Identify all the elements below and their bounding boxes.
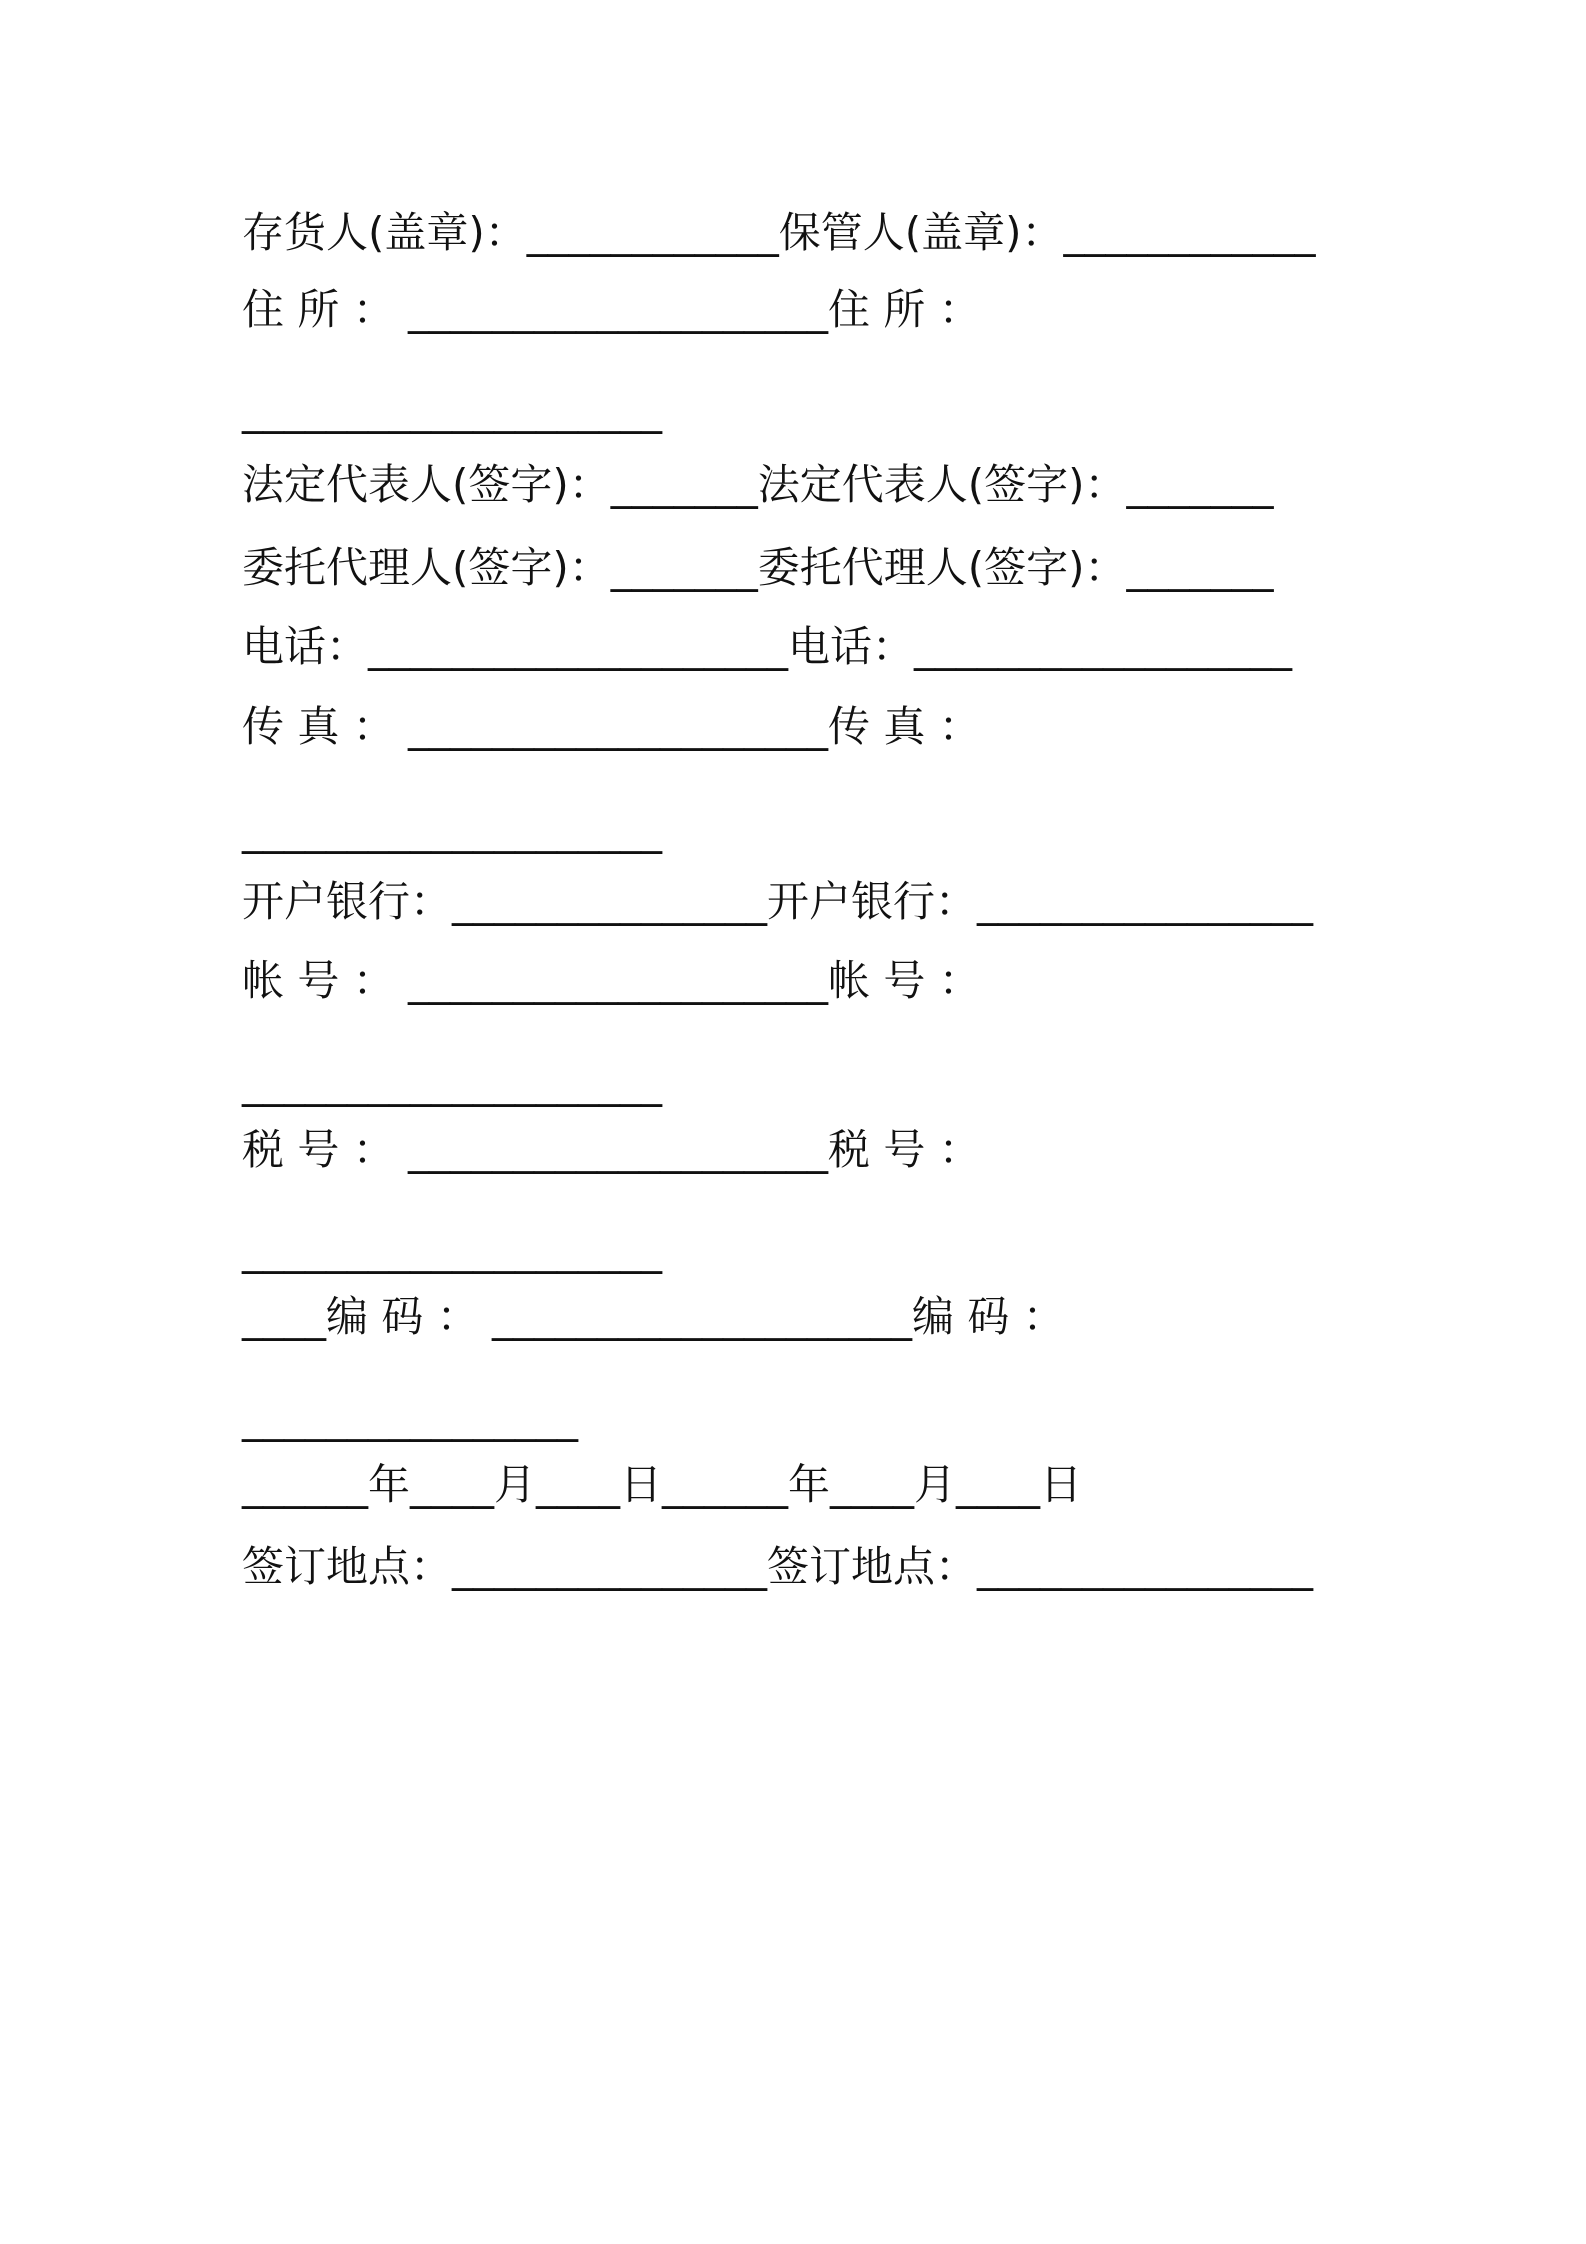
tax-number-line: 税 号 ： ____________________税 号 ： (242, 1125, 981, 1174)
account-line-continued: ____________________ (242, 1058, 662, 1107)
postcode-line-continued: ________________ (242, 1393, 578, 1442)
date-line: ______年____月____日______年____月____日 (242, 1460, 1083, 1509)
fax-line-continued: ____________________ (242, 805, 662, 854)
address-line: 住 所 ： ____________________住 所 ： (242, 285, 981, 334)
account-line: 帐 号 ： ____________________帐 号 ： (242, 956, 981, 1005)
bank-line: 开户银行：_______________开户银行：________________ (242, 877, 1314, 926)
legal-representative-line: 法定代表人(签字)：_______法定代表人(签字)：_______ (242, 460, 1274, 509)
postcode-line: ____编 码 ： ____________________编 码 ： (242, 1292, 1065, 1341)
tax-number-line-continued: ____________________ (242, 1225, 662, 1274)
fax-line: 传 真 ： ____________________传 真 ： (242, 702, 981, 751)
agent-line: 委托代理人(签字)：_______委托代理人(签字)：_______ (242, 543, 1274, 592)
phone-line: 电话：____________________电话：__________________ (242, 622, 1293, 671)
seal-line: 存货人(盖章)：____________保管人(盖章)：____________ (242, 208, 1316, 257)
address-line-continued: ____________________ (242, 385, 662, 434)
signing-place-line: 签订地点：_______________签订地点：________________ (242, 1542, 1314, 1591)
